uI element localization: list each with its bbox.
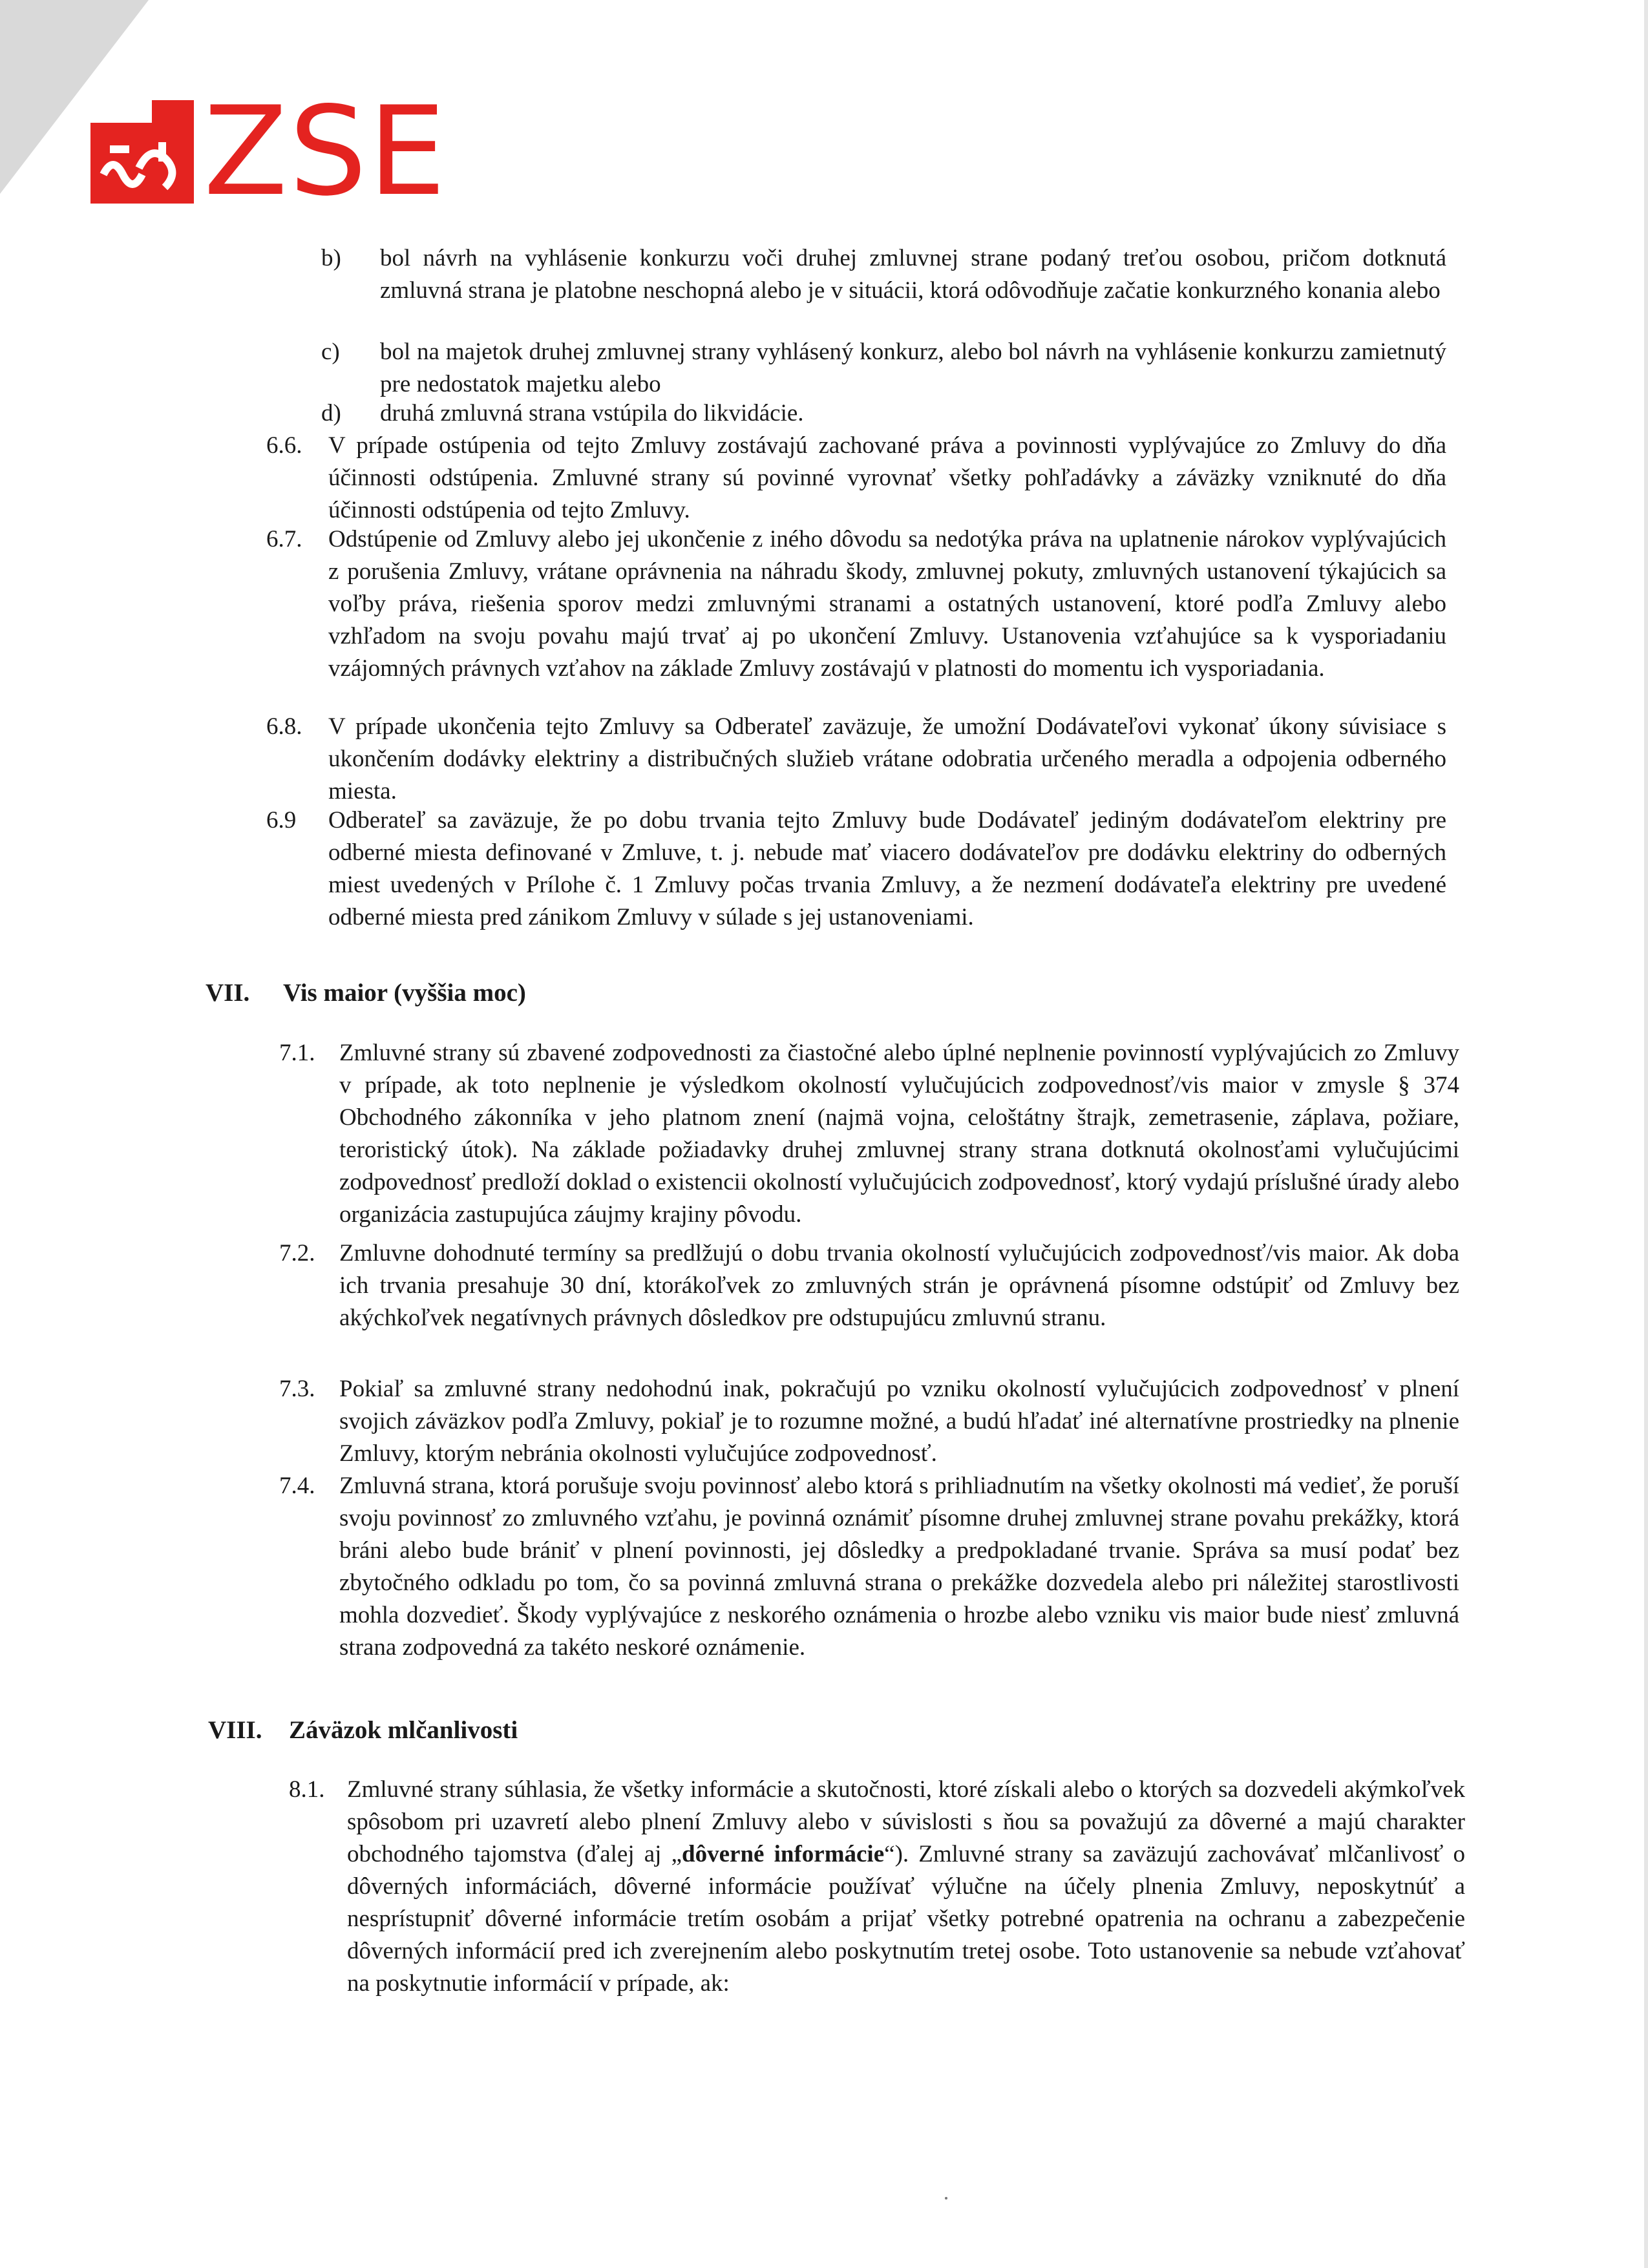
zse-logo-text: ZSE: [204, 80, 447, 223]
list-item-label: b): [321, 245, 341, 271]
clause-number: 8.1.: [289, 1776, 325, 1803]
clause-text: Zmluvne dohodnuté termíny sa predlžujú o dobu trvania okolností vylučujúcich zodpovednosť/vis maior. Ak doba ich trvania presahuje 30 dní, ktorákoľvek zo zmluvných strán je oprávnená písomne odstúpiť od Zmluvy bez akýchkoľvek negatívnych právnych dôsledkov pre odstupujúcu zmluvnú stranu.: [339, 1240, 1459, 1331]
section-heading-viii: [208, 1714, 518, 1747]
clause-text: V prípade ostúpenia od tejto Zmluvy zostávajú zachované práva a povinnosti vyplývajúce zo Zmluvy do dňa účinnosti odstúpenia. Zmluvné strany sú povinné vyrovnať všetky pohľadávky a záväzky vzniknuté do dňa účinnosti odstúpenia od tejto Zmluvy.: [328, 432, 1446, 523]
clause-number: 6.8.: [266, 713, 302, 740]
clause-text-part: “). Zmluvné strany sa zaväzujú zachovávať mlčanlivosť o dôverných informáciách, dôverné informácie používať výlučne na účely plnenia Zmluvy, neposkytnúť a nesprístupniť dôverné informácie tretím osobám a prijať všetky potrebné opatrenia na ochranu a zabezpečenie dôverných informácií pred ich zverejnením alebo poskytnutím tretej osobe. Toto ustanovenie sa nebude vzťahovať na poskytnutie informácií v prípade, ak:: [347, 1841, 1465, 1997]
clause-text: Odberateľ sa zaväzuje, že po dobu trvania tejto Zmluvy bude Dodávateľ jediným dodávateľom elektriny pre odberné miesta definované v Zmluve, t. j. nebude mať viacero dodávateľov pre dodávku elektriny do odberných miest uvedených v Prílohe č. 1 Zmluvy počas trvania Zmluvy, a že nezmení dodávateľa elektriny pre uvedené odberné miesta pred zánikom Zmluvy v súlade s jej ustanoveniami.: [328, 807, 1446, 930]
scan-speck: [945, 2197, 947, 2200]
clause-text: Pokiaľ sa zmluvné strany nedohodnú inak, pokračujú po vzniku okolností vylučujúcich zodpovednosť v plnení svojich záväzkov podľa Zmluvy, pokiaľ je to rozumne možné, a budú hľadať iné alternatívne prostriedky na plnenie Zmluvy, ktorým nebránia okolnosti vylučujúce zodpovednosť.: [339, 1376, 1459, 1467]
clause-text: [347, 1774, 1465, 2000]
clause-text: V prípade ukončenia tejto Zmluvy sa Odberateľ zaväzuje, že umožní Dodávateľovi vykonať úkony súvisiace s ukončením dodávky elektriny a distribučných služieb vrátane odobratia určeného meradla a odpojenia odberného miesta.: [328, 713, 1446, 804]
list-item-text: druhá zmluvná strana vstúpila do likvidácie.: [380, 400, 804, 426]
section-heading-vii: [206, 977, 526, 1009]
clause-number: 6.9: [266, 807, 297, 834]
clause-number: 7.1.: [279, 1040, 315, 1066]
section-number: VII.: [206, 979, 250, 1007]
clause-text-part: Zmluvné strany súhlasia, že všetky informácie a skutočnosti, ktoré získali alebo o ktorých sa dozvedeli akýmkoľvek spôsobom pri uzavretí alebo plnení Zmluvy alebo v súvislosti s ňou sa považujú za dôverné a majú charakter obchodného tajomstva (ďalej aj „: [347, 1776, 1465, 1867]
section-title: Záväzok mlčanlivosti: [289, 1716, 518, 1744]
list-item-text: bol návrh na vyhlásenie konkurzu voči druhej zmluvnej strane podaný treťou osobou, pričom dotknutá zmluvná strana je platobne neschopná alebo je v situácii, ktorá odôvodňuje začatie konkurzného konania alebo: [380, 245, 1446, 304]
list-item-label: c): [321, 339, 340, 365]
clause-text: Odstúpenie od Zmluvy alebo jej ukončenie z iného dôvodu sa nedotýka práva na uplatnenie nárokov vyplývajúcich z porušenia Zmluvy, vrátane oprávnenia na náhradu škody, zmluvnej pokuty, zmluvných ustanovení týkajúcich sa voľby práva, riešenia sporov medzi zmluvnými stranami a ostatných ustanovení, ktoré podľa Zmluvy alebo vzhľadom na svoju povahu majú trvať aj po ukončení Zmluvy. Ustanovenia vzťahujúce sa k vysporiadaniu vzájomných právnych vzťahov na základe Zmluvy zostávajú v platnosti do momentu ich vysporiadania.: [328, 526, 1446, 682]
clause-number: 6.6.: [266, 432, 302, 459]
clause-text: Zmluvné strany sú zbavené zodpovednosti za čiastočné alebo úplné neplnenie povinností vyplývajúcich zo Zmluvy v prípade, ak toto neplnenie je výsledkom okolností vylučujúcich zodpovednosť/vis maior v zmysle § 374 Obchodného zákonníka v jeho platnom znení (najmä vojna, celoštátny štrajk, zemetrasenie, záplava, požiare, teroristický útok). Na základe požiadavky druhej zmluvnej strany strana dotknutá okolnosťami vylučujúcimi zodpovednosť predloží doklad o existencii okolností vylučujúcich zodpovednosť, ktorý vydajú príslušné úrady alebo organizácia zastupujúca záujmy krajiny pôvodu.: [339, 1040, 1459, 1228]
section-title: Vis maior (vyššia moc): [283, 979, 526, 1007]
zse-logo: [90, 80, 447, 223]
list-item-label: d): [321, 400, 341, 426]
scan-right-edge: [1644, 0, 1648, 2268]
clause-number: 7.4.: [279, 1473, 315, 1499]
defined-term: dôverné informácie: [682, 1841, 885, 1867]
clause-number: 7.3.: [279, 1376, 315, 1402]
clause-number: 6.7.: [266, 526, 302, 552]
list-item-text: bol na majetok druhej zmluvnej strany vyhlásený konkurz, alebo bol návrh na vyhlásenie konkurzu zamietnutý pre nedostatok majetku alebo: [380, 339, 1446, 397]
section-number: VIII.: [208, 1716, 262, 1744]
clause-number: 7.2.: [279, 1240, 315, 1266]
zse-logo-icon: [90, 97, 200, 207]
clause-text: Zmluvná strana, ktorá porušuje svoju povinnosť alebo ktorá s prihliadnutím na všetky okolnosti má vedieť, že poruší svoju povinnosť zo zmluvného vzťahu, je povinná oznámiť písomne druhej zmluvnej strane povahu prekážky, ktorá bráni alebo bude brániť v plnení povinnosti, jej dôsledky a predpokladané trvanie. Správa sa musí podať bez zbytočného odkladu po tom, čo sa povinná zmluvná strana o prekážke dozvedela alebo pri náležitej starostlivosti mohla dozvedieť. Škody vyplývajúce z neskorého oznámenia o hrozbe alebo vzniku vis maior bude niesť zmluvná strana zodpovedná za takéto neskoré oznámenie.: [339, 1473, 1459, 1661]
